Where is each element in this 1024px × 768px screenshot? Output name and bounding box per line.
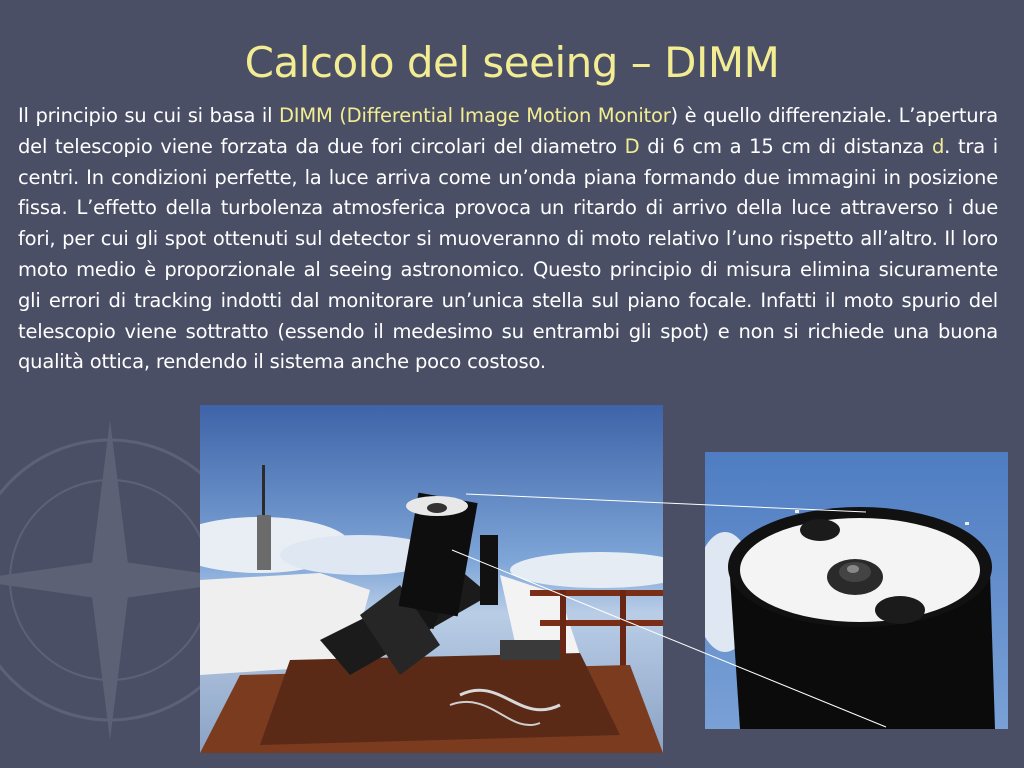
highlight-distance: d [931,134,945,158]
highlight-dimm: DIMM (Differential Image Motion Monitor [278,104,671,127]
aperture-closeup-photo [705,452,1008,729]
highlight-diameter: D [624,134,640,158]
body-paragraph [18,101,998,378]
telescope-photo [200,405,663,753]
text-run: ) è quello differenziale. L’apertura del telescopio viene forzata da due fori circolari del diametro [18,104,998,158]
text-run: Il principio su cui si basa il [18,104,279,127]
text-run: di 6 cm a 15 cm di distanza [639,134,932,158]
slide-title: Calcolo del seeing – DIMM [244,38,780,87]
text-run: . tra i centri. In condizioni perfette, la luce arriva come un’onda piana formando due immagini in posizione fissa. L’effetto della turbolenza atmosferica provoca un ritardo di arrivo della luce attraverso i due fori, per cui gli spot ottenuti sul detector si muoveranno di moto relativo l’uno rispetto all’altro. Il loro moto medio è proporzionale al seeing astronomico. Questo principio di misura elimina sicuramente gli errori di tracking indotti dal monitorare un’unica stella sul piano focale. Infatti il moto spurio del telescopio viene sottratto (essendo il medesimo su entrambi gli spot) e non si richiede una buona qualità ottica, rendendo il sistema anche poco costoso. [18,134,998,374]
